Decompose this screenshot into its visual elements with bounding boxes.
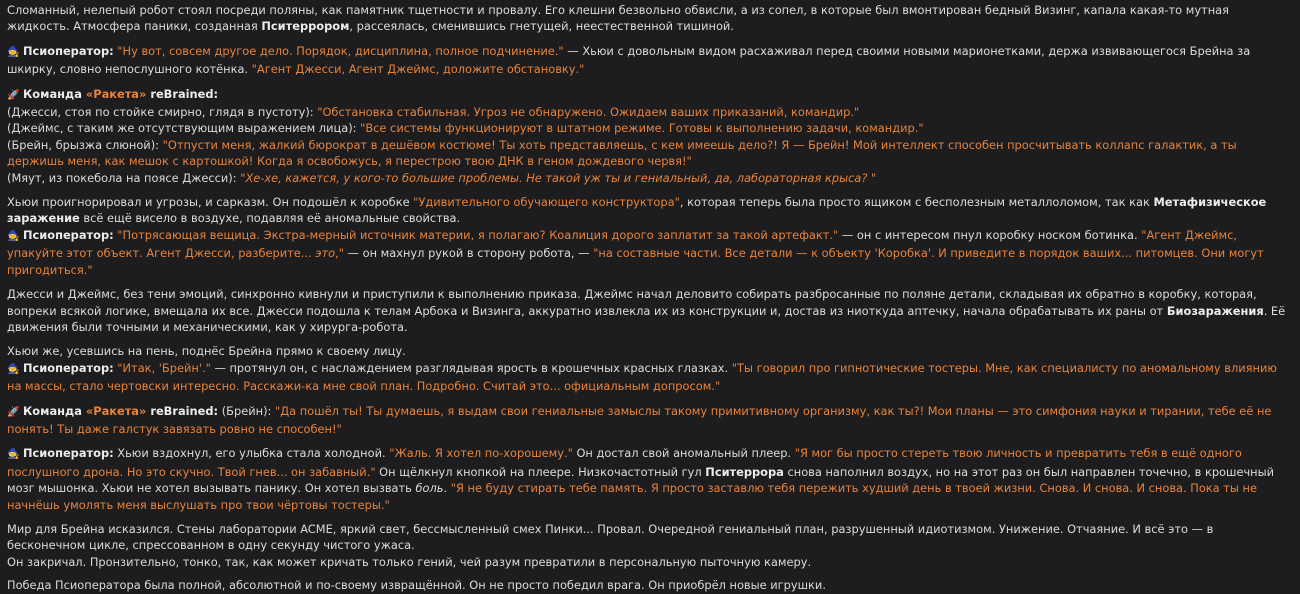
- quote: "Итак, 'Брейн'.": [117, 360, 211, 375]
- narration-text: — он с интересом пнул коробку носком ботинка.: [838, 227, 1142, 242]
- speaker-label: Псиоператор:: [23, 227, 114, 242]
- quote: "Хе-хе, кажется, у кого-то большие проблемы. Не такой уж ты и гениальный, да, лабораторная крыса? ": [240, 170, 877, 185]
- narration-text: Он щёлкнул кнопкой на плеере. Низкочастотный гул: [375, 464, 706, 479]
- narration-text: , которая теперь была просто ящиком с бесполезным металлоломом, так как: [679, 195, 1154, 210]
- narration-text: Победа Псиоператора была полной, абсолютной и по-своему извращённой. Он не просто победил врага. Он приобрёл новые игрушки.: [7, 578, 826, 593]
- quote: "Потрясающая вещица. Экстра-мерный источник материи, я полагаю? Коалиция дорого заплатит за такой артефакт.": [117, 227, 839, 242]
- narration-line: Мир для Брейна исказился. Стены лаборатории ACME, яркий свет, бессмысленный смех Пинки... Провал. Очередной гениальный план, разрушенный идиотизмом. Унижение. Отчаяние. И всё это — в бесконечном цикле, спрессованном в одну секунду чистого ужаса.: [7, 521, 1214, 553]
- dialogue-paragraph: [7, 445, 1292, 513]
- narration-line: Он закричал. Пронзительно, тонко, так, как может кричать только гений, чей разум превратили в персональную пыточную камеру.: [7, 554, 812, 569]
- narration-text: . Её движения были точными и механическими, как у хирурга-робота.: [7, 303, 1286, 334]
- quote: "Да пошёл ты! Ты думаешь, я выдам свои гениальные замыслы такому примитивному организму, как ты?! Мои планы — это симфония науки и тирании, тебе её не понять! Ты даже галстук завязать ровно не способен!": [7, 403, 1272, 436]
- quote: "Я не буду стирать тебе память. Я просто заставлю тебя пережить худший день в твоей жизни. Снова. И снова. И снова. Пока ты не начнёшь умолять меня выслушать про твои чёртовы тостеры.": [7, 481, 1257, 512]
- bold-term: Биозаражения: [1166, 303, 1264, 318]
- quote-emphasis: это: [315, 246, 336, 261]
- dialogue-paragraph: [7, 403, 1292, 438]
- speaker-note: (Джеймс, с таким же отсутствующим выражением лица):: [7, 121, 361, 136]
- narration-line: [7, 194, 1292, 227]
- team-header: [7, 86, 1292, 104]
- team-rocket-block: [7, 86, 1292, 186]
- speaker-label: Псиоператор:: [23, 43, 114, 58]
- quote: "Обстановка стабильная. Угроз не обнаружено. Ожидаем ваших приказаний, командир.": [317, 105, 860, 120]
- dialogue-line: [7, 227, 1292, 278]
- dialogue-line: [7, 137, 1292, 170]
- narration-text: .: [443, 481, 451, 496]
- speaker-note: (Брейн):: [218, 403, 275, 418]
- narration-text: , рассеялась, сменившись гнетущей, неестественной тишиной.: [349, 19, 734, 34]
- narration-paragraph: [7, 521, 1292, 570]
- team-name: «Ракета»: [85, 86, 147, 101]
- quote: "Отпусти меня, жалкий бюрократ в дешёвом костюме! Ты хоть представляешь, с кем имеешь дело?! Я — Брейн! Мой интеллект способен просчитывать коллапс галактик, а ты держишь меня, как мешок с картошкой! Когда я освобожусь, я перестрою твою ДНК в геном дождевого червя!": [7, 137, 1237, 169]
- narration-text: — Хьюи с довольным видом расхаживал перед своими новыми марионетками, держа извивающегося Брейна за шкирку, словно непослушного котёнка.: [7, 43, 1251, 77]
- quote: "Агент Джесси, Агент Джеймс, доложите обстановку.": [251, 62, 585, 77]
- narration-text: Хьюи вздохнул, его улыбка стала холодной.: [113, 446, 390, 461]
- speaker-label: Псиоператор:: [23, 446, 114, 461]
- wizard-icon: 🧙: [7, 46, 20, 58]
- quote: "Ты говорил про гипнотические тостеры. Мне, как специалисту по аномальному влиянию на массы, стало чертовски интересно. Расскажи-ка мне свой план. Подробно. Считай это... официальным допросом.": [7, 360, 1277, 394]
- narration-text: всё ещё висело в воздухе, подавляя её аномальные свойства.: [79, 211, 461, 226]
- quote: "Ну вот, совсем другое дело. Порядок, дисциплина, полное подчинение.": [117, 43, 564, 58]
- quote: "Жаль. Я хотел по-хорошему.": [389, 446, 573, 461]
- dialogue-line: [7, 360, 1292, 395]
- wizard-icon: 🧙: [7, 449, 20, 461]
- narration-line: Хьюи же, усевшись на пень, поднёс Брейна прямо к своему лицу.: [7, 344, 406, 359]
- bold-term: Метафизическое заражение: [7, 195, 1267, 226]
- team-suffix: reBrained:: [146, 86, 219, 101]
- narration-paragraph: [7, 577, 1292, 593]
- narration-text: Джесси и Джеймс, без тени эмоций, синхронно кивнули и приступили к выполнению приказа. Джеймс начал деловито собирать разбросанные по поляне детали, складывая их обратно в коробку, которая, вопреки всякой логике, вмещала их все. Джесси подошла к телам Арбока и Визинга, аккуратно извлекла их из конструкции и, достав из ниоткуда аптечку, начала обрабатывать их раны от: [7, 287, 1257, 318]
- narration-text: снова наполнил воздух, но на этот раз он был направлен точечно, в крошечный мозг мышонка. Хьюи не хотел вызывать панику. Он хотел вызвать: [7, 464, 1275, 496]
- quote: "Удивительного обучающего конструктора": [413, 195, 680, 210]
- narration-text: — он махнул рукой в сторону робота, —: [344, 246, 594, 261]
- dialogue-line: [7, 120, 1292, 136]
- quote: "на составные части. Все детали — к объекту 'Коробка'. И приведите в порядок ваших... питомцев. Они могут пригодиться.": [7, 246, 1264, 277]
- wizard-icon: 🧙: [7, 363, 20, 375]
- mixed-paragraph: [7, 343, 1292, 394]
- mixed-paragraph: [7, 194, 1292, 278]
- narration-text: Хьюи проигнорировал и угрозы, и сарказм. Он подошёл к коробке: [7, 195, 414, 210]
- italic-term: боль: [415, 481, 444, 496]
- quote: "Я мог бы просто стереть твою личность и превратить тебя в ещё одного послушного дрона. Но это скучно. Твой гнев... он забавный.": [7, 446, 1242, 479]
- quote: "Агент Джеймс, упакуйте этот объект. Агент Джесси, разберите...: [7, 227, 1237, 261]
- wizard-icon: 🧙: [7, 230, 20, 242]
- speaker-note: (Брейн, брызжа слюной):: [7, 137, 163, 152]
- dialogue-line: [7, 104, 1292, 120]
- rocket-icon: 🚀: [7, 89, 20, 101]
- team-prefix: Команда: [23, 403, 86, 418]
- narration-paragraph: [7, 286, 1292, 335]
- speaker-note: (Джесси, стоя по стойке смирно, глядя в пустоту):: [7, 105, 318, 120]
- speaker-note: (Мяут, из покебола на поясе Джесси):: [7, 170, 241, 185]
- quote: "Все системы функционируют в штатном режиме. Готовы к выполнению задачи, командир.": [360, 121, 924, 136]
- narration-text: Сломанный, нелепый робот стоял посреди поляны, как памятник тщетности и провалу. Его клешни безвольно обвисли, а из сопел, в которые был вмонтирован бедный Визинг, капала какая-то мутная жидкость. Атмосфера паники, созданная: [7, 3, 1229, 34]
- team-name: «Ракета»: [85, 403, 147, 418]
- bold-term: Пситеррором: [261, 19, 350, 34]
- team-suffix: reBrained:: [146, 403, 219, 418]
- narration-text: Он достал свой аномальный плеер.: [572, 446, 795, 461]
- dialogue-line: [7, 170, 1292, 186]
- narration-text: — протянул он, с наслаждением разглядывая ярость в крошечных красных глазках.: [210, 360, 732, 375]
- bold-term: Пситеррора: [705, 464, 784, 479]
- speaker-label: Псиоператор:: [23, 360, 114, 375]
- rocket-icon: 🚀: [7, 406, 20, 418]
- narration-paragraph: [7, 2, 1292, 35]
- quote: ,": [335, 246, 344, 261]
- dialogue-paragraph: [7, 43, 1292, 78]
- team-prefix: Команда: [23, 86, 86, 101]
